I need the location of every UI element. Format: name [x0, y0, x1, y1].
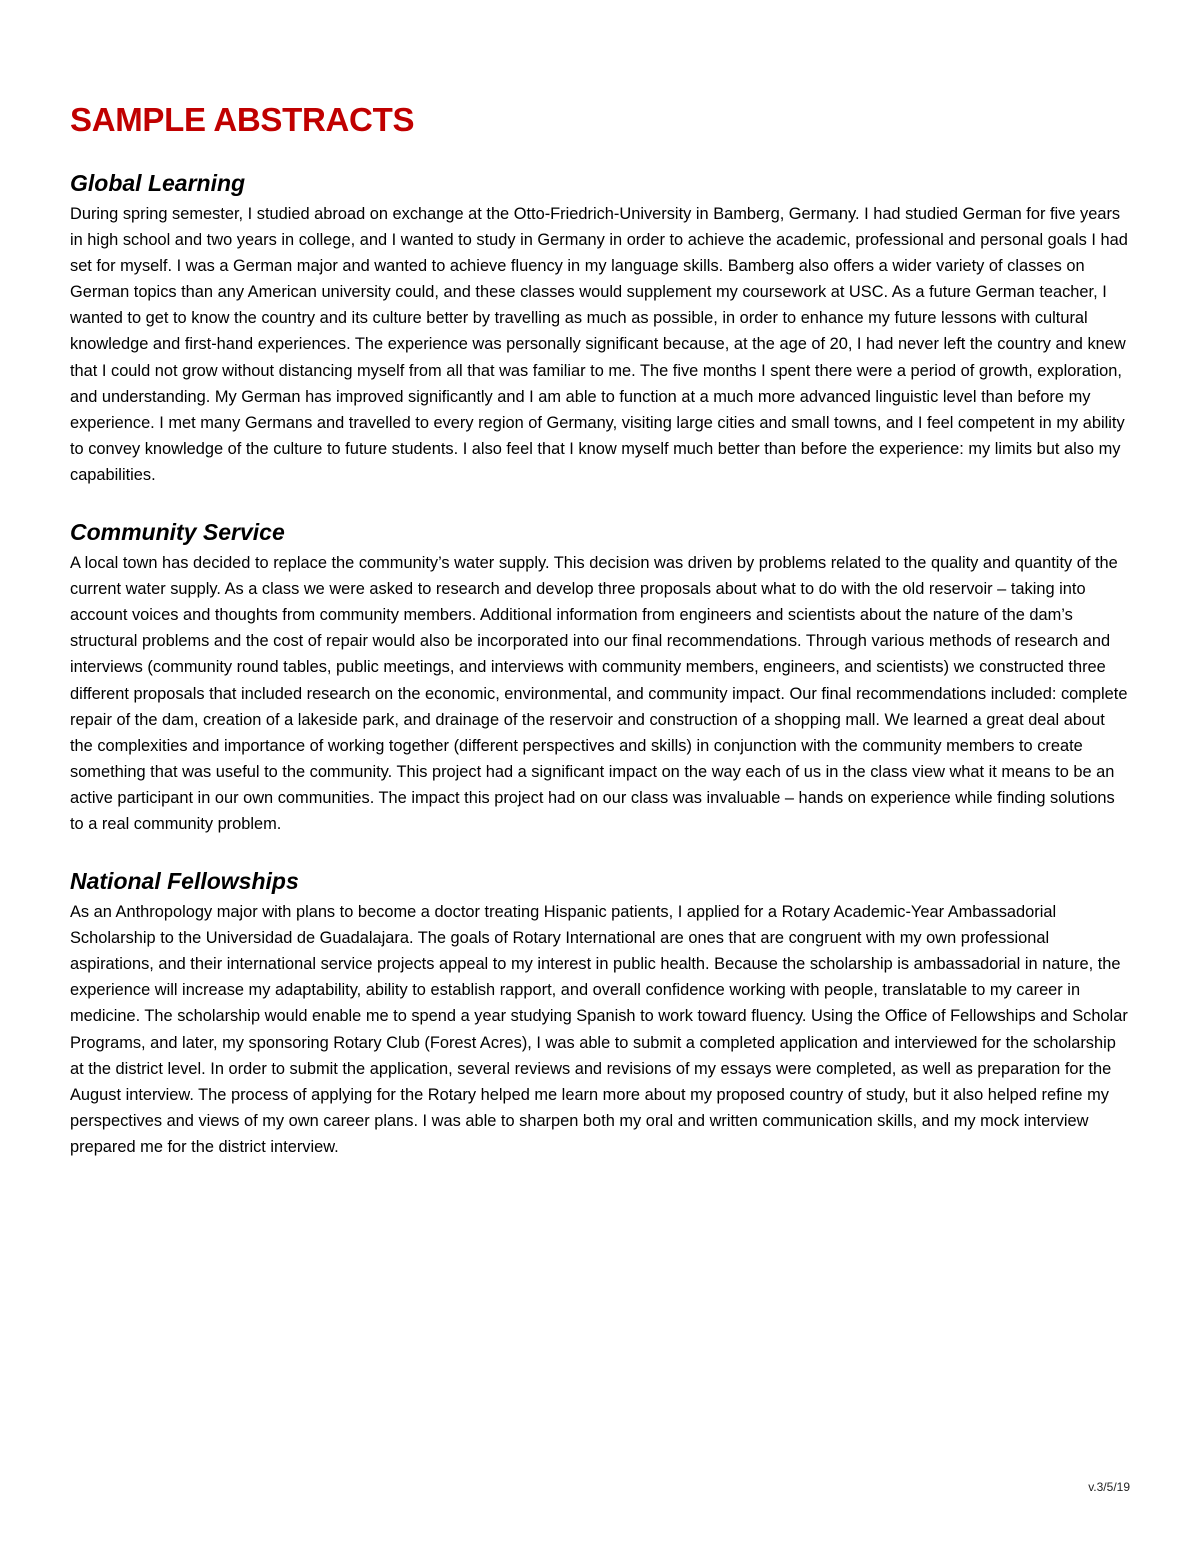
section-heading: National Fellowships	[70, 868, 299, 895]
section-heading: Global Learning	[70, 170, 246, 196]
document-page	[70, 98, 1130, 1160]
section-heading: Community Service	[70, 519, 285, 546]
version-footer: v.3/5/19	[1088, 1480, 1130, 1494]
document-title: SAMPLE ABSTRACTS	[70, 101, 415, 138]
section-global-learning	[70, 168, 1130, 488]
section-body: As an Anthropology major with plans to become a doctor treating Hispanic patients, I applied for a Rotary Academic-Year Ambassadorial Scholarship to the Universidad de Guadalajara. The goals of Rotary International are ones that are congruent with my own professional aspirations, and their international service projects appeal to my interest in public health. Because the scholarship is ambassadorial in nature, the experience will increase my adaptability, ability to establish rapport, and overall confidence working with people, translatable to my career in medicine. The scholarship would enable me to spend a year studying Spanish to work toward fluency. Using the Office of Fellowships and Scholar Programs, and later, my sponsoring Rotary Club (Forest Acres), I was able to submit a completed application and interviewed for the scholarship at the district level. In order to submit the application, several reviews and revisions of my essays were completed, as well as preparation for the August interview. The process of applying for the Rotary helped me learn more about my proposed country of study, but it also helped refine my perspectives and views of my own career plans. I was able to sharpen both my oral and written communication skills, and my mock interview prepared me for the district interview.	[70, 903, 1128, 1156]
section-community-service	[70, 517, 1130, 837]
section-national-fellowships	[70, 866, 1130, 1160]
section-body: During spring semester, I studied abroad on exchange at the Otto-Friedrich-University in Bamberg, Germany. I had studied German for five years in high school and two years in college, and I wanted to study in Germany in order to achieve the academic, professional and personal goals I had set for myself. I was a German major and wanted to achieve fluency in my language skills. Bamberg also offers a wider variety of classes on German topics than any American university could, and these classes would supplement my coursework at USC. As a future German teacher, I wanted to get to know the country and its culture better by travelling as much as possible, in order to enhance my future lessons with cultural knowledge and first-hand experiences. The experience was personally significant because, at the age of 20, I had never left the country and knew that I could not grow without distancing myself from all that was familiar to me. The five months I spent there were a period of growth, exploration, and understanding. My German has improved significantly and I am able to function at a much more advanced linguistic level than before my experience. I met many Germans and travelled to every region of Germany, visiting large cities and small towns, and I feel competent in my ability to convey knowledge of the culture to future students. I also feel that I know myself much better than before the experience: my limits but also my capabilities.	[70, 205, 1128, 484]
section-body: A local town has decided to replace the community’s water supply. This decision was driven by problems related to the quality and quantity of the current water supply. As a class we were asked to research and develop three proposals about what to do with the old reservoir – taking into account voices and thoughts from community members. Additional information from engineers and scientists about the nature of the dam’s structural problems and the cost of repair would also be incorporated into our final recommendations. Through various methods of research and interviews (community round tables, public meetings, and interviews with community members, engineers, and scientists) we constructed three different proposals that included research on the economic, environmental, and community impact. Our final recommendations included: complete repair of the dam, creation of a lakeside park, and drainage of the reservoir and construction of a shopping mall. We learned a great deal about the complexities and importance of working together (different perspectives and skills) in conjunction with the community members to create something that was useful to the community. This project had a significant impact on the way each of us in the class view what it means to be an active participant in our own communities. The impact this project had on our class was invaluable – hands on experience while finding solutions to a real community problem.	[70, 554, 1128, 833]
